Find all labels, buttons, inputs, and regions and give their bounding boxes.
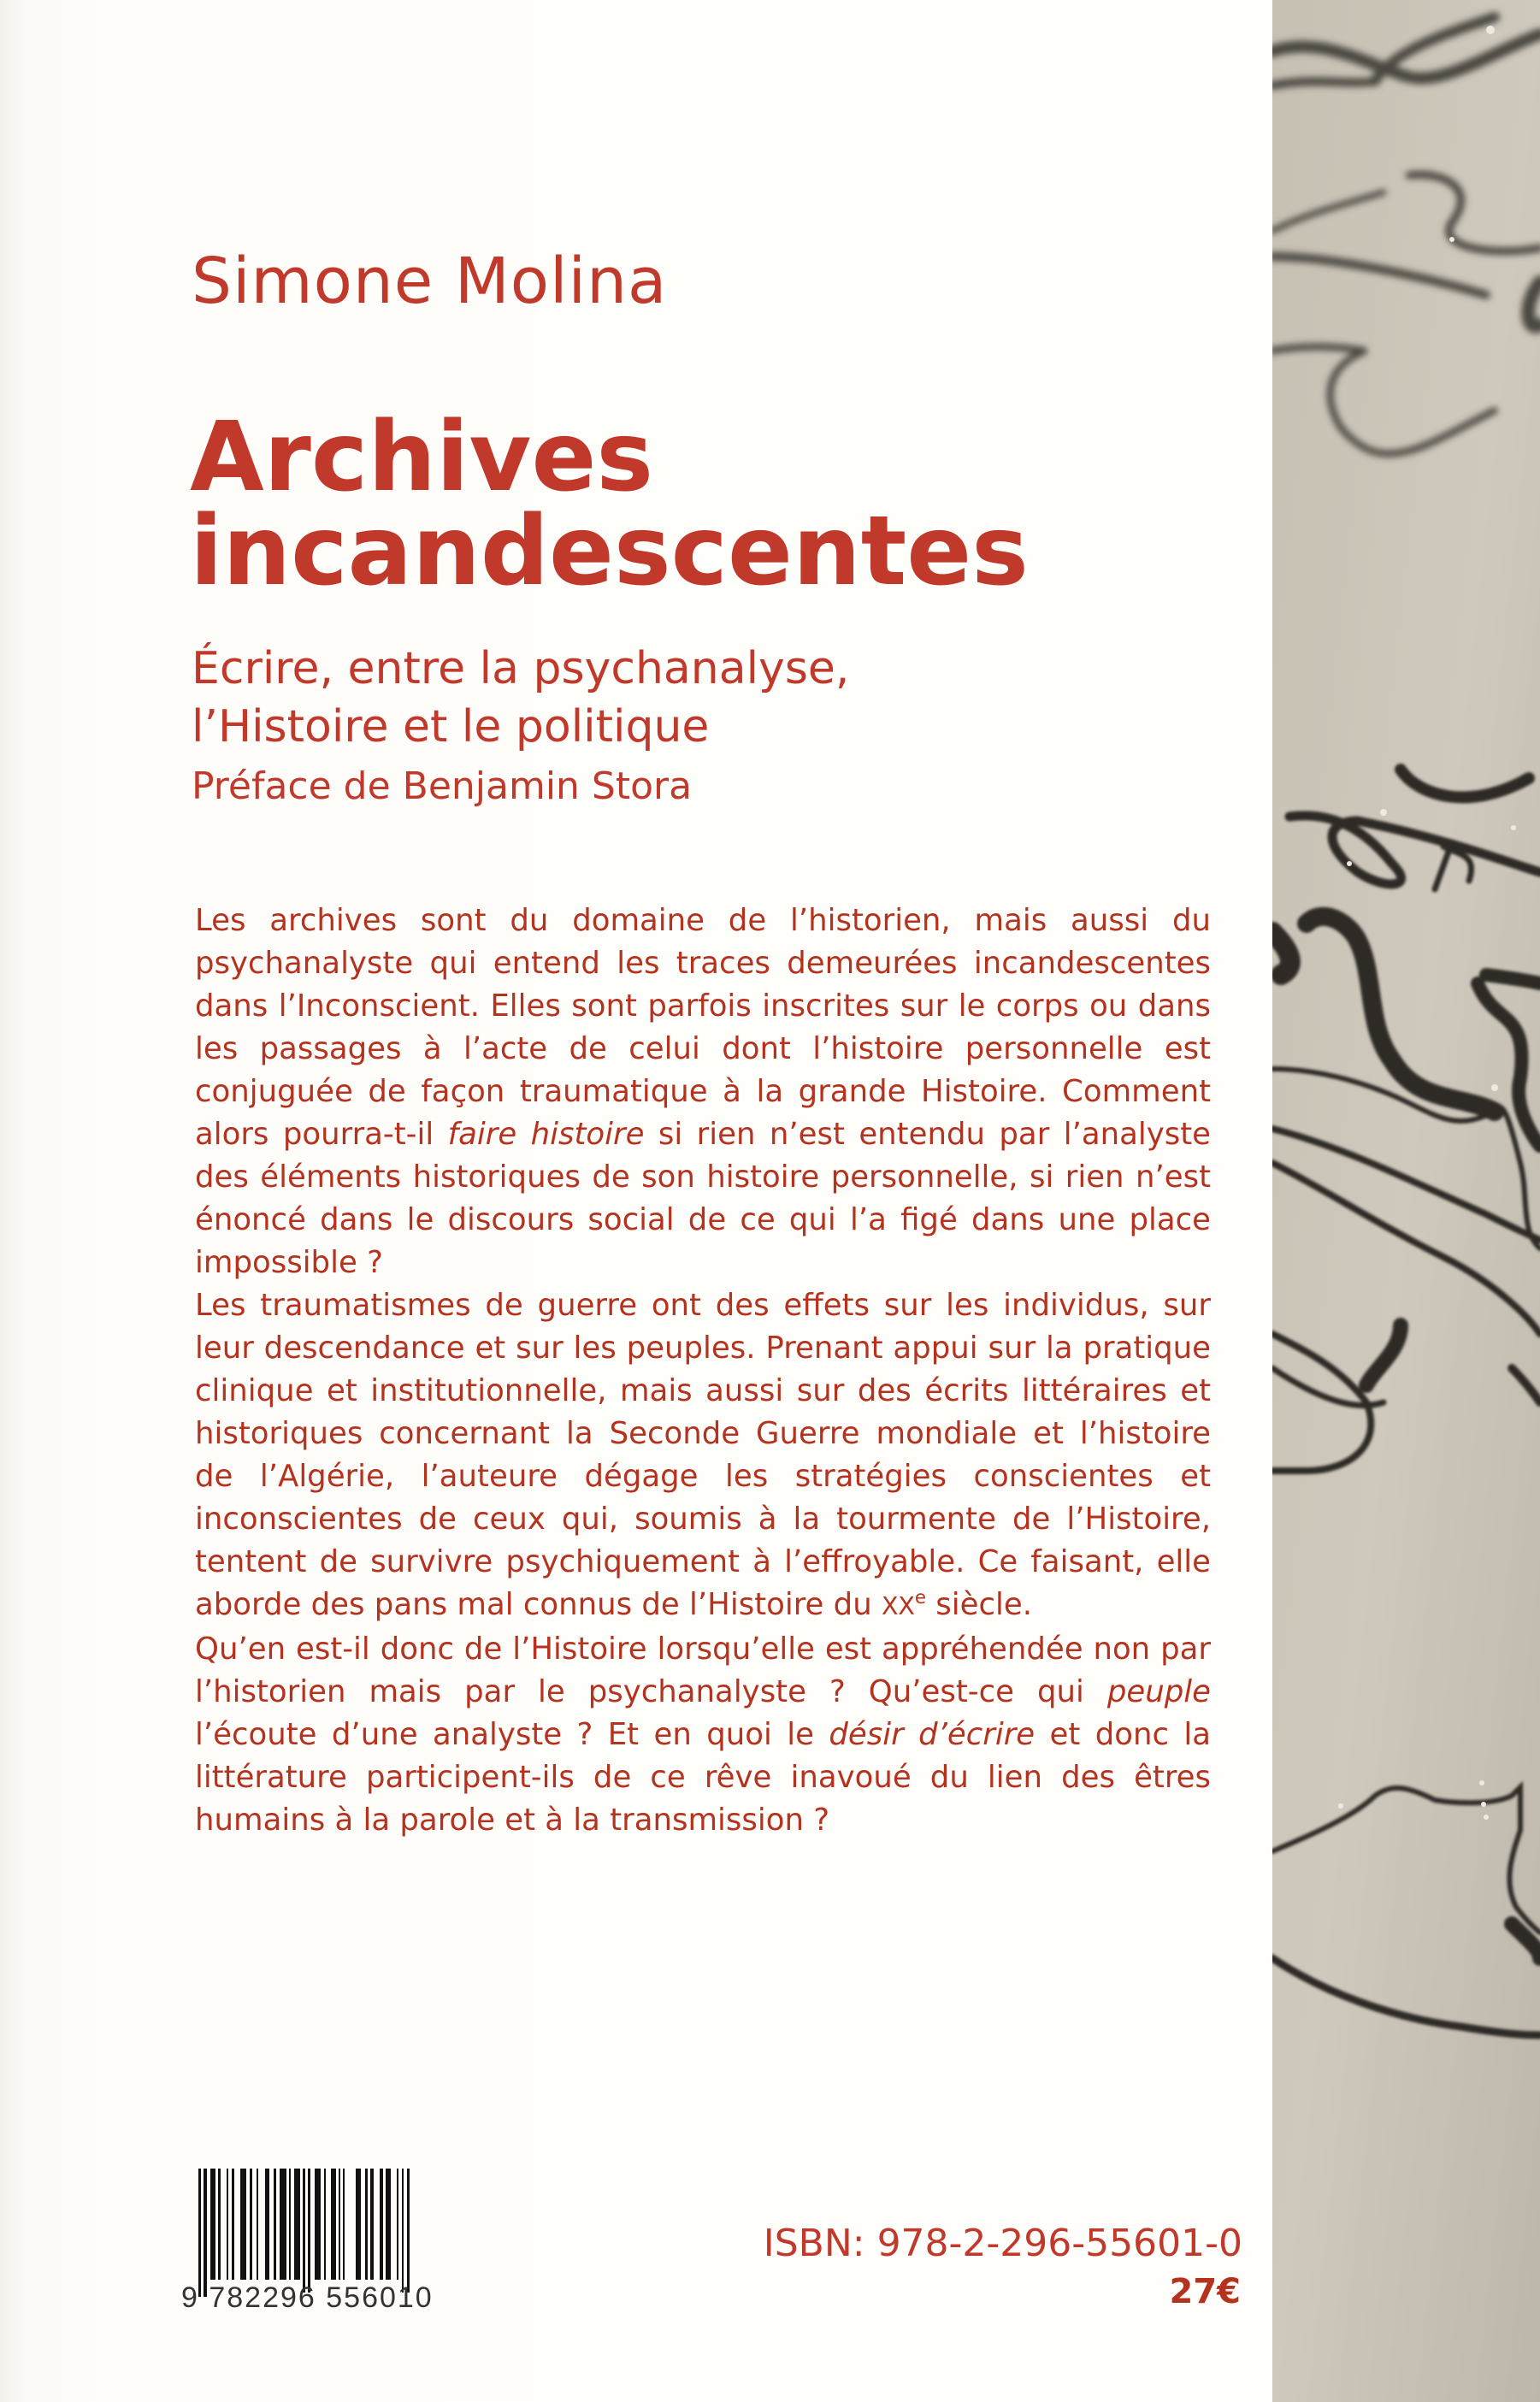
barcode-number: 9 782296 556010	[181, 2281, 434, 2314]
title-line-1: Archives	[190, 402, 654, 513]
book-title	[190, 402, 1029, 607]
blurb-italic-span: faire histoire	[447, 1117, 645, 1152]
wire-sculpture-shadow-photo	[1272, 0, 1540, 2402]
price-label: 27€	[1169, 2272, 1241, 2311]
subtitle-line-2: l’Histoire et le politique	[192, 701, 710, 752]
isbn-label: ISBN: 978-2-296-55601-0	[763, 2222, 1242, 2265]
preface-credit: Préface de Benjamin Stora	[192, 764, 693, 808]
title-line-2: incandescentes	[190, 496, 1029, 607]
blurb-italic-span: peuple	[1106, 1674, 1211, 1709]
blurb-text-span: Qu’en est-il donc de l’Histoire lorsqu’elle est appréhendée non par l’historien mais par le psychanalyste ? Qu’est-ce qui	[195, 1632, 1211, 1709]
blurb-italic-span: désir d’écrire	[829, 1717, 1036, 1752]
subtitle-line-1: Écrire, entre la psychanalyse,	[192, 643, 850, 694]
blurb-text-span: Les archives sont du domaine de l’historien, mais aussi du psychanalyste qui entend les traces demeurées incandescentes dans l’Inconscient. Elles sont parfois inscrites sur le corps ou dans les passages à l’acte de celui dont l’histoire personnelle est conjuguée de façon traumatique à la grande Histoire. Comment alors pourra-t-il	[195, 903, 1211, 1152]
blurb-paragraph-1	[195, 900, 1211, 1284]
blurb-text-span: Les traumatismes de guerre ont des effets sur les individus, sur leur descendance et sur les peuples. Prenant appui sur la pratique clinique et institutionnelle, mais aussi sur des écrits littéraires et historiques concernant la Seconde Guerre mondiale et l’histoire de l’Algérie, l’auteure dégage les stratégies conscientes et inconscientes de ceux qui, soumis à la tourmente de l’Histoire, tentent de survivre psychiquement à l’effroyable. Ce faisant, elle aborde des pans mal connus de l’Histoire du	[195, 1288, 1211, 1622]
blurb-text-span: l’écoute d’une analyste ? Et en quoi le	[195, 1717, 829, 1752]
blurb-text-span: et donc la littérature participent-ils de ce rêve inavoué du lien des êtres humains à la parole et à la transmission ?	[195, 1717, 1212, 1838]
book-subtitle	[192, 640, 849, 756]
blurb-text-span: si rien n’est entendu par l’analyste des éléments historiques de son histoire personnelle, si rien n’est énoncé dans le discours social de ce qui l’a figé dans une place impossible ?	[195, 1117, 1211, 1280]
century-numeral: XX	[881, 1592, 915, 1620]
blurb-paragraph-3	[195, 1628, 1211, 1842]
blurb-text	[195, 900, 1211, 1842]
blurb-text-span: siècle.	[926, 1587, 1032, 1622]
author-name: Simone Molina	[192, 245, 668, 318]
century-superscript: e	[914, 1587, 926, 1609]
blurb-paragraph-2	[195, 1284, 1211, 1628]
